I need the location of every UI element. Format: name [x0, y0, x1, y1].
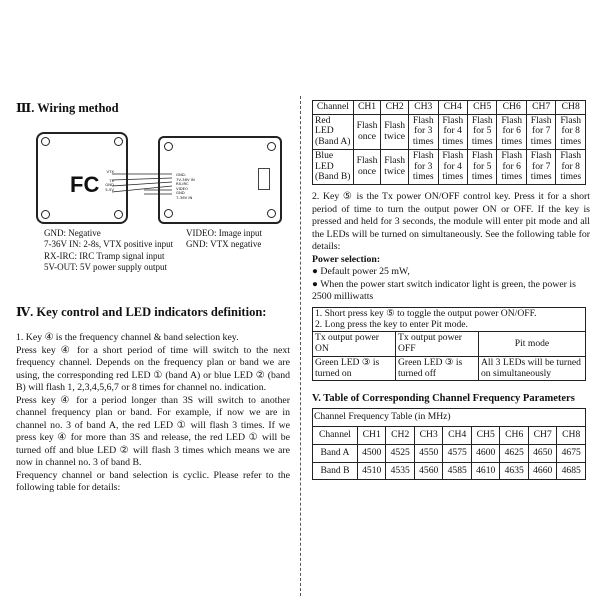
caption-vtx-gnd: GND: VTX negative	[186, 239, 262, 250]
vtx-pin-label: GND-	[176, 172, 187, 177]
paragraph: Press key ④ for a period longer than 3S will switch to another channel frequency plan or band. For example, if now we are in channel no. 3 of band A, the red LED ① will flash 3 times. If we press key ④ for more than 3S and release, the red LED ① will be turned off and blue LED ② will flash 3 times which means we are now in channel no. 3 of band B.	[16, 394, 290, 469]
table-cell: CH1	[353, 101, 381, 115]
table-row	[313, 114, 586, 149]
table-cell: 4585	[443, 462, 472, 480]
table-header-row	[313, 101, 586, 115]
key5-description: 2. Key ⑤ is the Tx power ON/OFF control key. Press it for a short period of time to turn the output power ON or OFF. If the key is pressed and held for 3 seconds, the module will enter pit mode and all the LEDs will be turned on simultaneously. See the following table for details:	[312, 191, 590, 253]
table-cell: 4500	[357, 444, 386, 462]
diagram-captions	[16, 228, 290, 276]
table-cell: CH2	[381, 101, 409, 115]
table-caption-row	[313, 409, 586, 427]
fc-pin-labels	[102, 170, 114, 192]
mount-hole-icon	[114, 210, 123, 219]
caption-power-in: 7-36V IN: 2-8s, VTX positive input	[44, 239, 174, 250]
vtx-pin-label: GND	[176, 190, 185, 196]
fc-label: FC	[70, 172, 100, 197]
table-row	[313, 462, 586, 480]
column-divider	[300, 96, 301, 596]
led-flash-table	[312, 100, 586, 185]
table-cell: CH7	[526, 101, 555, 115]
table-cell: Flash twice	[381, 114, 409, 149]
frequency-table-title: V. Table of Corresponding Channel Frequency Parameters	[312, 393, 575, 405]
table-cell: 4575	[443, 444, 472, 462]
table-cell: CH8	[557, 427, 586, 445]
table-cell: Flash once	[353, 149, 381, 184]
table-cell: 4635	[500, 462, 529, 480]
table-cell: Flash once	[353, 114, 381, 149]
fc-pin-label: GND	[105, 182, 114, 188]
vtx-pin-labels	[176, 173, 195, 201]
table-cell: Flash for 8 times	[556, 114, 586, 149]
table-cell: Flash for 8 times	[556, 149, 586, 184]
mount-hole-icon	[41, 137, 50, 146]
table-row	[313, 444, 586, 462]
table-cell: Tx output power ON	[313, 332, 396, 356]
caption-5v-out: 5V-OUT: 5V power supply output	[44, 261, 168, 272]
pit-instruction-1: 1. Short press key ⑤ to toggle the output power ON/OFF.	[315, 307, 537, 319]
mount-hole-icon	[267, 142, 276, 151]
flight-controller-board	[36, 132, 128, 224]
table-row-label: Red LED (Band A)	[313, 114, 354, 149]
table-row	[313, 307, 586, 331]
table-cell: 4660	[528, 462, 557, 480]
mount-hole-icon	[164, 209, 173, 218]
table-row	[313, 149, 586, 184]
wiring-title: Ⅲ. Wiring method	[16, 101, 119, 115]
vtx-pin-label: RX-IRC	[176, 181, 189, 187]
table-cell: CH2	[386, 427, 415, 445]
table-cell: 4510	[357, 462, 386, 480]
table-cell: 4525	[386, 444, 415, 462]
pit-instruction-2: 2. Long press the key to enter Pit mode.	[315, 318, 468, 330]
table-cell: 4600	[471, 444, 500, 462]
frequency-table	[312, 408, 586, 480]
caption-video: VIDEO: Image input	[186, 228, 262, 238]
vtx-pin-label: 7-36V IN	[176, 194, 193, 200]
table-cell: CH6	[500, 427, 529, 445]
vtx-pin-label: 7V-36V IN	[176, 176, 195, 182]
key-control-text	[16, 332, 290, 495]
table-cell: Channel	[313, 101, 354, 115]
fc-pin-label: Tx	[109, 177, 114, 183]
table-cell: Green LED ③ is turned off	[396, 356, 479, 380]
table-cell: Flash for 5 times	[467, 149, 496, 184]
table-cell: Pit mode	[479, 332, 586, 356]
table-row-label: Blue LED (Band B)	[313, 149, 354, 184]
table-header-row	[313, 332, 586, 356]
table-cell: Flash for 6 times	[497, 114, 526, 149]
table-cell: Flash twice	[381, 149, 409, 184]
table-cell: CH4	[438, 101, 467, 115]
table-cell: 4650	[528, 444, 557, 462]
table-row-label: Band B	[313, 462, 358, 480]
caption-rx-irc: RX-IRC: IRC Tramp signal input	[44, 250, 165, 261]
caption-right	[186, 228, 262, 251]
table-cell: 4560	[414, 462, 443, 480]
table-cell: Tx output power OFF	[396, 332, 479, 356]
paragraph: Frequency channel or band selection is cyclic. Please refer to the following table for details:	[16, 469, 290, 494]
vtx-module-board	[158, 136, 282, 224]
table-cell: CH3	[414, 427, 443, 445]
fc-pin-label: VTX	[106, 169, 114, 174]
table-cell: Flash for 4 times	[438, 114, 467, 149]
table-cell: CH5	[471, 427, 500, 445]
table-header-row	[313, 427, 586, 445]
mount-hole-icon	[114, 137, 123, 146]
caption-gnd: GND: Negative	[44, 228, 101, 238]
table-cell: Flash for 4 times	[438, 149, 467, 184]
vtx-connector	[258, 168, 270, 190]
table-cell: Green LED ③ is turned on	[313, 356, 396, 380]
table-cell: 4550	[414, 444, 443, 462]
table-cell: CH8	[556, 101, 586, 115]
pit-mode-table	[312, 307, 586, 381]
table-caption: Channel Frequency Table (in MHz)	[313, 409, 586, 427]
fc-pin-label: 5-5V	[105, 186, 114, 192]
table-cell: CH7	[528, 427, 557, 445]
table-cell: 4535	[386, 462, 415, 480]
table-cell: CH5	[467, 101, 496, 115]
paragraph: Press key ④ for a short period of time will switch to the next frequency channel. Depends on the frequency plan or band we are using, the corresponding red LED ① (band A) or blue LED ② (band B) will flash 1, 2,3,4,5,6,7 or 8 times for channel no. indication.	[16, 344, 290, 394]
vtx-pin-label: VIDEO	[176, 185, 189, 191]
power-bullet: ● Default power 25 mW,	[312, 266, 410, 278]
table-cell: Flash for 5 times	[467, 114, 496, 149]
table-cell: CH6	[497, 101, 526, 115]
table-cell: 4625	[500, 444, 529, 462]
table-row	[313, 356, 586, 380]
table-cell: All 3 LEDs will be turned on simultaneously	[479, 356, 586, 380]
right-column	[312, 100, 590, 480]
table-cell: CH4	[443, 427, 472, 445]
wiring-diagram	[16, 122, 290, 240]
mount-hole-icon	[41, 210, 50, 219]
table-cell: Flash for 7 times	[526, 149, 555, 184]
table-cell: Flash for 3 times	[409, 149, 438, 184]
table-cell: Channel	[313, 427, 358, 445]
table-cell: 4685	[557, 462, 586, 480]
table-cell: 4610	[471, 462, 500, 480]
key-control-title: Ⅳ. Key control and LED indicators definition:	[16, 305, 267, 319]
power-selection-title: Power selection:	[312, 253, 381, 265]
caption-left	[44, 228, 173, 273]
table-cell: 4675	[557, 444, 586, 462]
table-cell: CH3	[409, 101, 438, 115]
table-cell: Flash for 6 times	[497, 149, 526, 184]
table-cell	[313, 307, 586, 331]
table-cell: Flash for 3 times	[409, 114, 438, 149]
mount-hole-icon	[164, 142, 173, 151]
table-cell: CH1	[357, 427, 386, 445]
table-cell: Flash for 7 times	[526, 114, 555, 149]
left-column	[16, 100, 290, 495]
paragraph: 1. Key ④ is the frequency channel & band selection key.	[16, 332, 239, 343]
table-row-label: Band A	[313, 444, 358, 462]
power-bullet: ● When the power start switch indicator light is green, the power is 2500 milliwatts	[312, 278, 576, 303]
mount-hole-icon	[267, 209, 276, 218]
